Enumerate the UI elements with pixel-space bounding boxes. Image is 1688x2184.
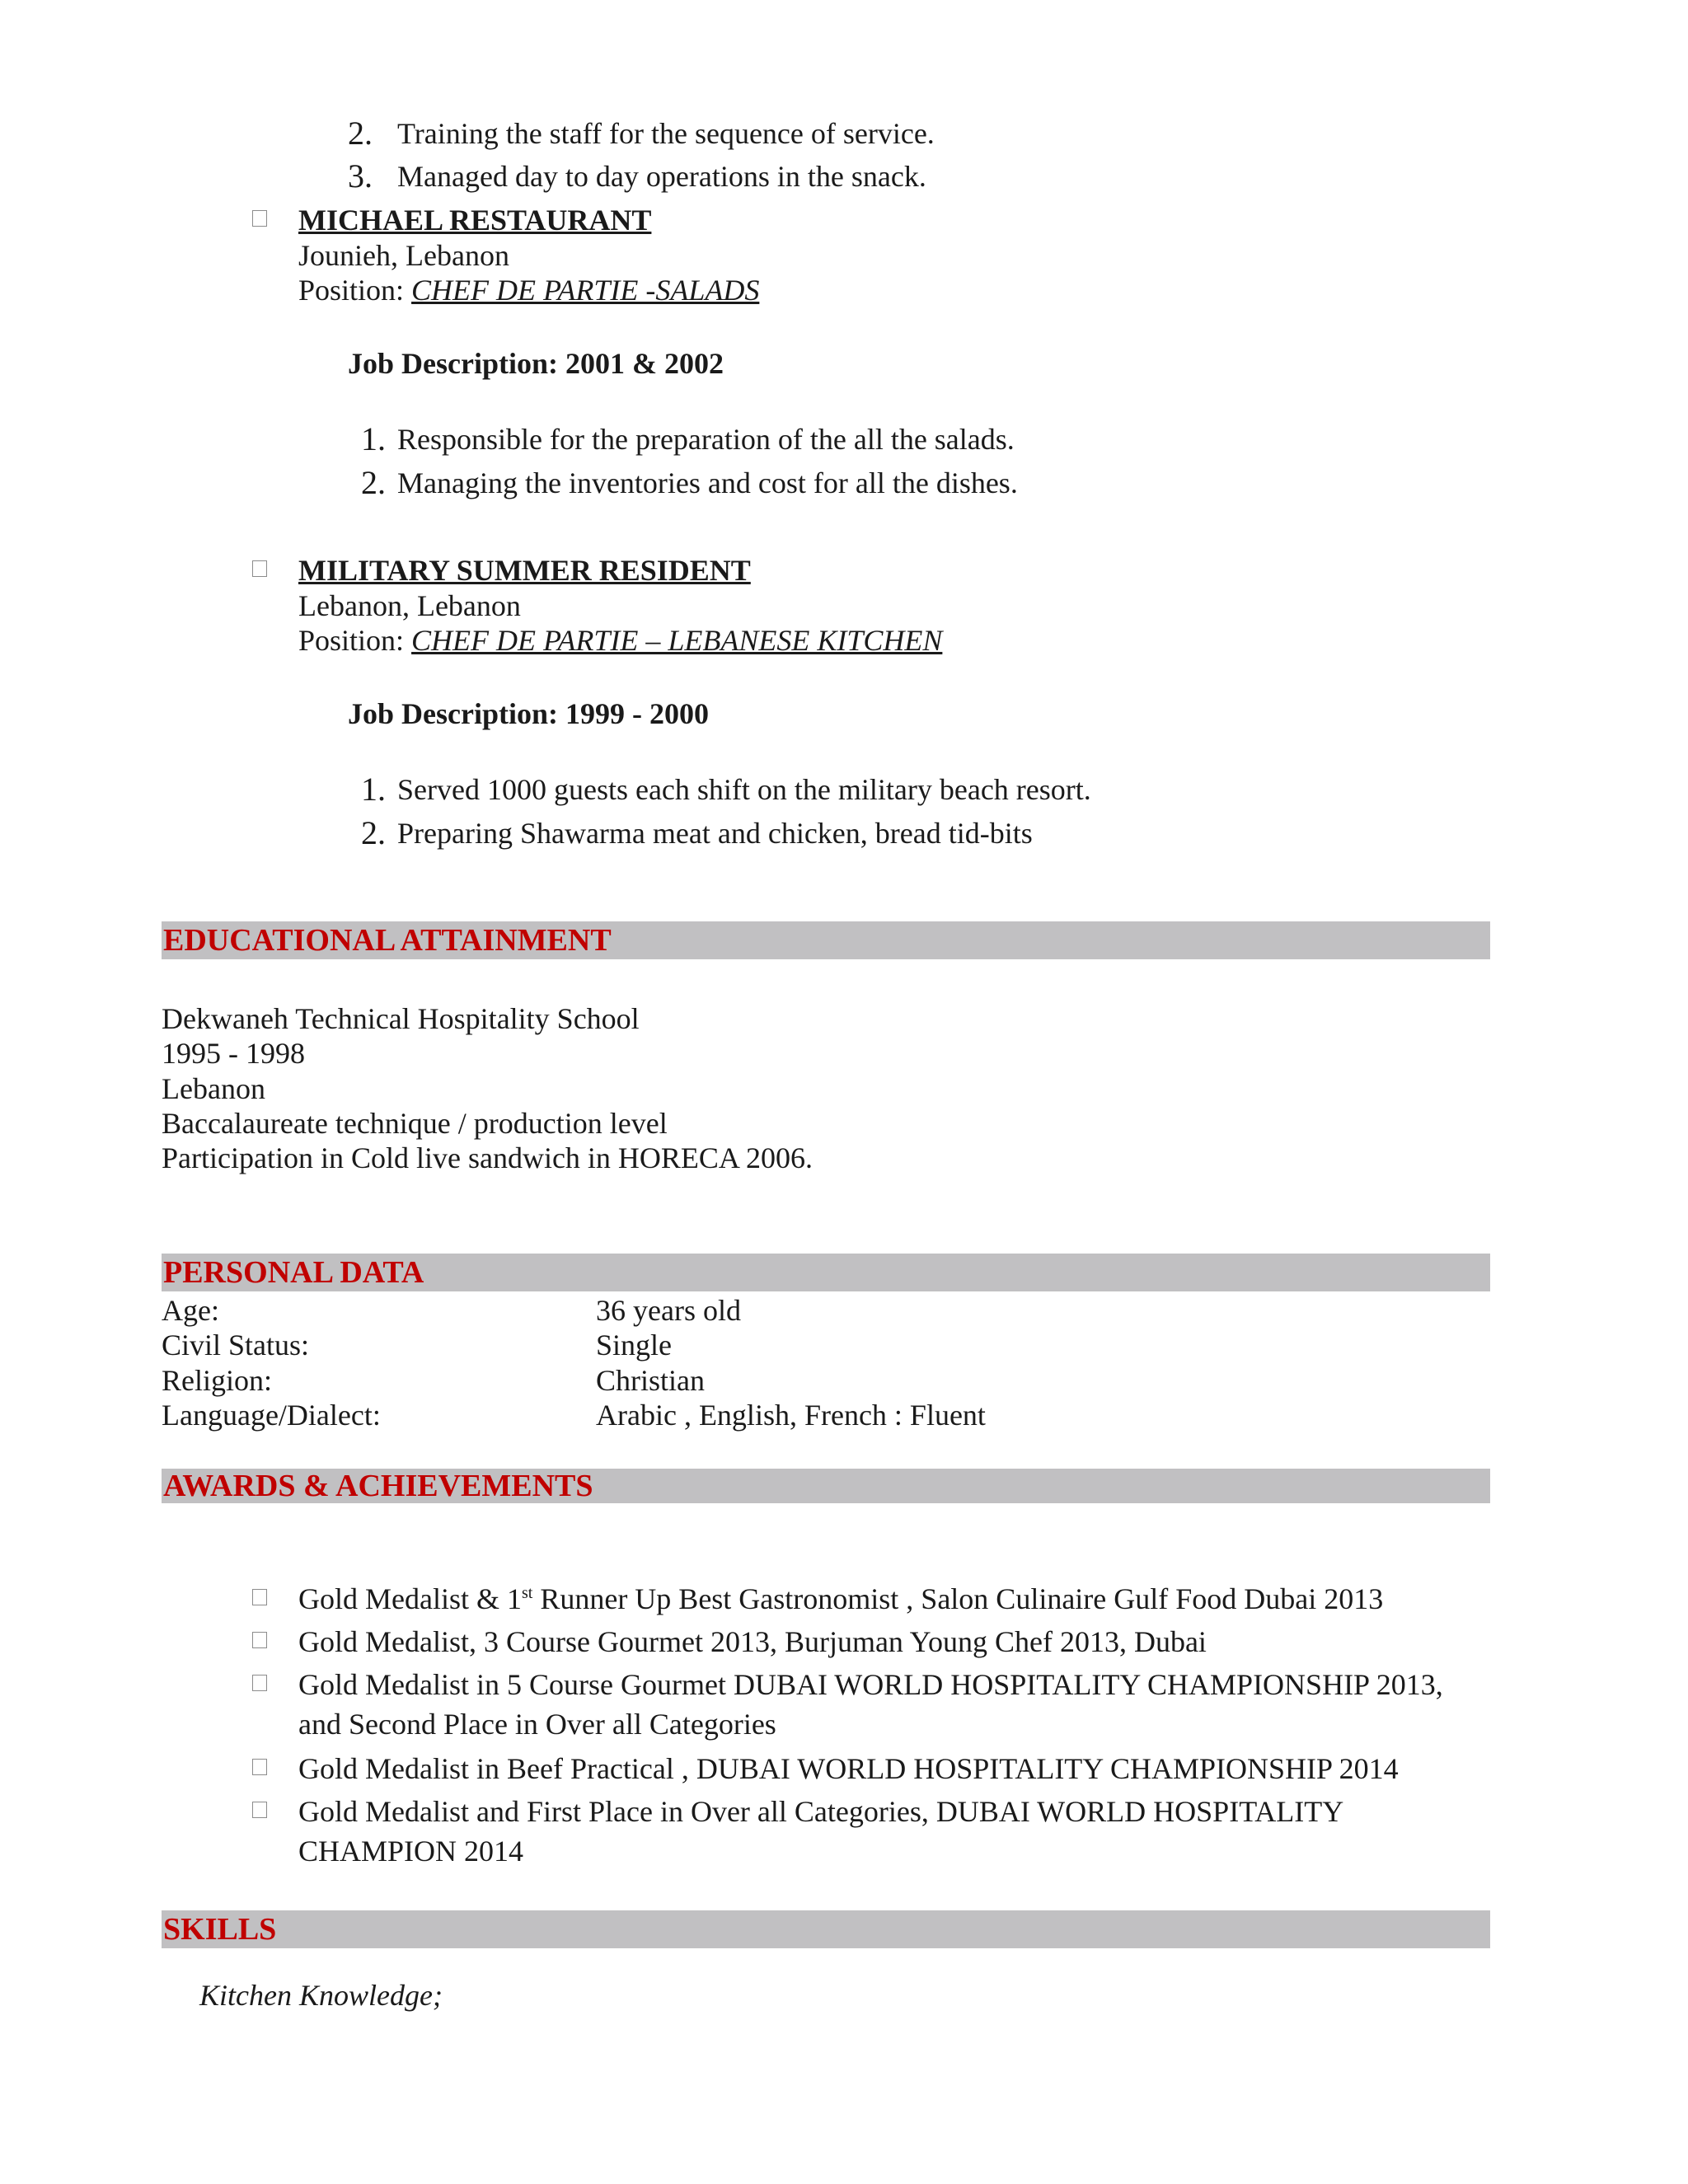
list-number: 1. [361, 420, 386, 457]
list-item: Managed day to day operations in the snack. [397, 160, 926, 193]
list-number: 1. [361, 771, 386, 808]
award-text: Runner Up Best Gastronomist , Salon Culinaire Gulf Food Dubai 2013 [532, 1582, 1384, 1615]
list-number: 3. [348, 157, 373, 194]
award-item: Gold Medalist and First Place in Over all Categories, DUBAI WORLD HOSPITALITY [298, 1795, 1344, 1828]
list-number: 2. [361, 814, 386, 851]
education-country: Lebanon [162, 1072, 265, 1105]
list-item: Responsible for the preparation of the all the salads. [397, 423, 1015, 456]
personal-value: Single [596, 1329, 673, 1361]
checkbox-square-icon [252, 560, 267, 577]
section-title-skills: SKILLS [163, 1912, 277, 1947]
position-title: CHEF DE PARTIE – LEBANESE KITCHEN [411, 624, 943, 657]
list-item: Managing the inventories and cost for all the dishes. [397, 466, 1018, 499]
company-name: MILITARY SUMMER RESIDENT [298, 554, 751, 587]
education-participation: Participation in Cold live sandwich in HORECA 2006. [162, 1141, 813, 1174]
education-degree: Baccalaureate technique / production level [162, 1107, 668, 1140]
checkbox-square-icon [252, 1802, 267, 1818]
company-location: Jounieh, Lebanon [298, 239, 509, 272]
personal-value: Christian [596, 1364, 705, 1397]
skills-subheading: Kitchen Knowledge; [199, 1979, 443, 2012]
section-title-education: EDUCATIONAL ATTAINMENT [163, 923, 612, 958]
list-item: Served 1000 guests each shift on the military beach resort. [397, 773, 1091, 806]
job-description-heading: Job Description: 1999 - 2000 [348, 697, 709, 730]
education-years: 1995 - 1998 [162, 1037, 305, 1070]
company-location: Lebanon, Lebanon [298, 589, 521, 622]
personal-value: 36 years old [596, 1294, 741, 1327]
award-item: Gold Medalist, 3 Course Gourmet 2013, Burjuman Young Chef 2013, Dubai [298, 1625, 1207, 1658]
position-label: Position: [298, 624, 412, 657]
checkbox-square-icon [252, 1632, 267, 1648]
list-number: 2. [348, 115, 373, 152]
personal-label: Age: [162, 1294, 219, 1327]
award-item: Gold Medalist in Beef Practical , DUBAI WORLD HOSPITALITY CHAMPIONSHIP 2014 [298, 1752, 1399, 1785]
checkbox-square-icon [252, 210, 267, 227]
list-number: 2. [361, 464, 386, 501]
education-school: Dekwaneh Technical Hospitality School [162, 1002, 640, 1035]
award-text: Gold Medalist & 1 [298, 1582, 522, 1615]
checkbox-square-icon [252, 1759, 267, 1775]
position-title: CHEF DE PARTIE -SALADS [411, 274, 760, 307]
section-title-personal: PERSONAL DATA [163, 1255, 424, 1290]
section-title-awards: AWARDS & ACHIEVEMENTS [163, 1469, 593, 1503]
award-item: Gold Medalist in 5 Course Gourmet DUBAI WORLD HOSPITALITY CHAMPIONSHIP 2013, [298, 1668, 1443, 1701]
personal-label: Civil Status: [162, 1329, 310, 1361]
personal-label: Language/Dialect: [162, 1399, 381, 1432]
award-item-continuation: CHAMPION 2014 [298, 1835, 524, 1868]
position-line [298, 623, 942, 658]
award-item [298, 1582, 1383, 1616]
personal-label: Religion: [162, 1364, 272, 1397]
ordinal-suffix: st [521, 1584, 533, 1602]
position-line [298, 273, 759, 307]
job-description-heading: Job Description: 2001 & 2002 [348, 347, 724, 380]
section-header-bar [162, 1910, 1490, 1948]
list-item: Training the staff for the sequence of service. [397, 117, 935, 150]
list-item: Preparing Shawarma meat and chicken, bread tid-bits [397, 817, 1033, 850]
award-item-continuation: and Second Place in Over all Categories [298, 1708, 776, 1741]
checkbox-square-icon [252, 1589, 267, 1605]
personal-value: Arabic , English, French : Fluent [596, 1399, 986, 1432]
position-label: Position: [298, 274, 412, 307]
company-name: MICHAEL RESTAURANT [298, 204, 652, 237]
checkbox-square-icon [252, 1675, 267, 1691]
